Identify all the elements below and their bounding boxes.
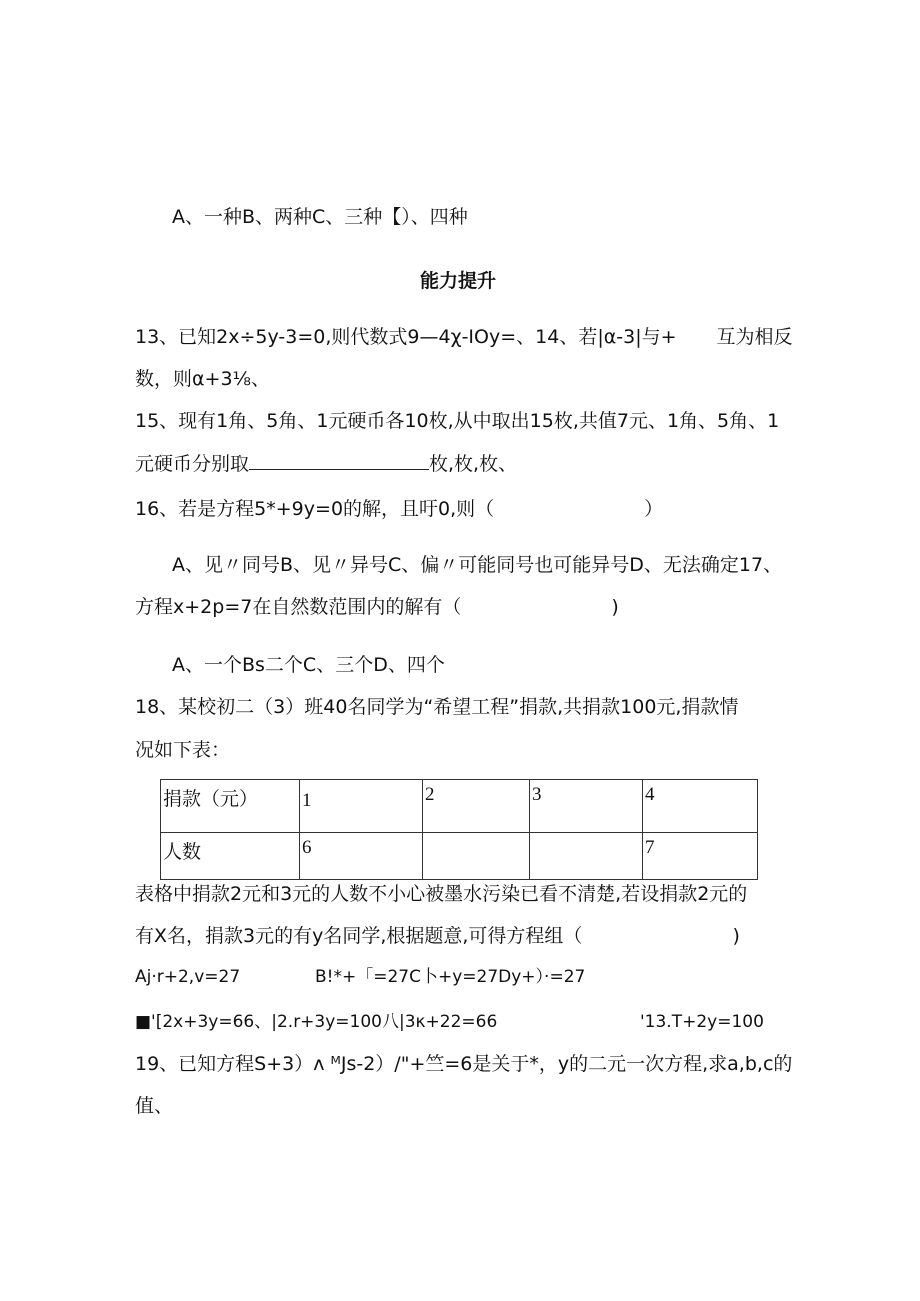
q15-line2 bbox=[135, 451, 517, 476]
table-cell: 4 bbox=[643, 780, 758, 833]
q17-options: A、一个Bs二个C、三个D、四个 bbox=[172, 654, 445, 676]
q18-line2: 况如下表： bbox=[135, 739, 231, 761]
donation-table bbox=[160, 779, 758, 880]
q15-prefix: 元硬币分别取 bbox=[135, 453, 250, 475]
q17-stem bbox=[135, 595, 619, 619]
q18-line3: 表格中捐款2元和3元的人数不小心被墨水污染已看不清楚,若设捐款2元的 bbox=[135, 883, 748, 905]
table-row bbox=[161, 833, 758, 880]
q16-options: A、见〃同号B、见〃异号C、偏〃可能同号也可能异号D、无法确定17、 bbox=[172, 554, 783, 576]
q12-options: A、一种B、两种C、三种【）、四种 bbox=[172, 206, 468, 228]
q13-14-line1 bbox=[135, 325, 793, 349]
table-cell bbox=[423, 833, 530, 880]
table-cell: 2 bbox=[423, 780, 530, 833]
q16-close: ） bbox=[644, 498, 664, 520]
table-cell: 3 bbox=[530, 780, 643, 833]
q18-option-b: B!*+「=27C卜+y=27Dy+）·=27 bbox=[315, 967, 586, 987]
q16-stem bbox=[135, 497, 663, 521]
table-cell: 捐款（元） bbox=[161, 780, 300, 833]
table-cell: 1 bbox=[300, 780, 423, 833]
q15-line1: 15、现有1角、5角、1元硬币各10枚,从中取出15枚,共值7元、1角、5角、1 bbox=[135, 410, 780, 432]
q18-options-row2: ■'[2x+3y=66、|2.r+3y=100八|3κ+22=66 bbox=[135, 1012, 498, 1032]
q18-line4 bbox=[135, 924, 740, 948]
table-cell: 6 bbox=[300, 833, 423, 880]
table-cell: 7 bbox=[643, 833, 758, 880]
q18-line1: 18、某校初二（3）班40名同学为“希望工程”捐款,共捐款100元,捐款情 bbox=[135, 696, 739, 718]
q18-option-d: '13.T+2y=100 bbox=[640, 1012, 764, 1032]
q18-option-a: Aj·r+2,v=27 bbox=[135, 967, 241, 987]
q18-close: ) bbox=[732, 925, 740, 947]
q17-text: 方程x+2p=7在自然数范围内的解有（ bbox=[135, 596, 462, 618]
q14-tail: 互为相反 bbox=[716, 326, 793, 348]
q19-line1: 19、已知方程S+3）ʌ ᴹJs-2）/"+竺=6是关于*，y的二元一次方程,求a,b,c的 bbox=[135, 1053, 793, 1075]
section-title: 能力提升 bbox=[420, 270, 497, 292]
table-cell: 人数 bbox=[161, 833, 300, 880]
q13-14-text: 13、已知2x÷5y-3=0,则代数式9—4χ-IOy=、14、若|α-3|与+ bbox=[135, 326, 677, 348]
q17-close: ) bbox=[611, 596, 619, 618]
table-cell bbox=[530, 833, 643, 880]
table-row bbox=[161, 780, 758, 833]
q19-line2: 值、 bbox=[135, 1095, 174, 1117]
q15-suffix: 枚,枚,枚、 bbox=[429, 453, 518, 475]
q18-text: 有X名，捐款3元的有y名同学,根据题意,可得方程组（ bbox=[135, 925, 583, 947]
q16-text: 16、若是方程5*+9y=0的解，且吁0,则（ bbox=[135, 498, 495, 520]
q13-14-line2: 数，则α+3⅛、 bbox=[135, 368, 270, 390]
answer-blank[interactable] bbox=[249, 451, 429, 470]
